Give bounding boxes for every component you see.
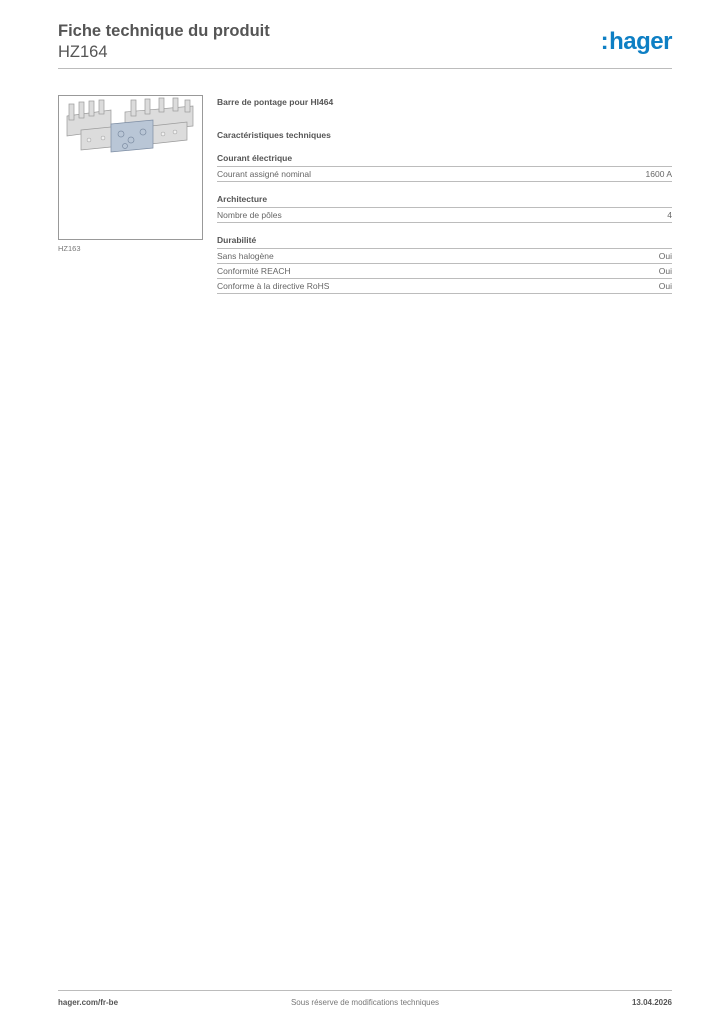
spec-value: 4 [667, 210, 672, 220]
spec-label: Conforme à la directive RoHS [217, 281, 330, 291]
spec-group-electrical [217, 153, 672, 182]
spec-value: Oui [658, 266, 672, 276]
spec-label: Courant assigné nominal [217, 169, 312, 179]
spec-group-title: Courant électrique [217, 153, 672, 167]
footer-divider [58, 990, 672, 991]
product-details [217, 96, 672, 294]
technical-characteristics-heading: Caractéristiques techniques [217, 130, 331, 140]
spec-label: Conformité REACH [217, 266, 291, 276]
logo-text: hager [609, 28, 672, 55]
footer-date: 13.04.2026 [631, 998, 672, 1007]
spec-row [217, 208, 672, 223]
page-header [58, 20, 672, 62]
spec-value: 1600 A [645, 169, 672, 179]
footer-disclaimer: Sous réserve de modifications techniques [290, 998, 440, 1007]
spec-group-architecture [217, 194, 672, 223]
product-image [58, 95, 203, 240]
busbar-connector-icon [59, 96, 202, 239]
spec-value: Oui [658, 281, 672, 291]
spec-label: Sans halogène [217, 251, 274, 261]
footer-website-link[interactable]: hager.com/fr-be [58, 998, 119, 1007]
spec-group-durability [217, 235, 672, 294]
spec-row [217, 249, 672, 264]
page-footer [58, 998, 672, 1010]
spec-value: Oui [658, 251, 672, 261]
hager-logo: :hager [600, 28, 672, 55]
header-divider [58, 68, 672, 69]
spec-row [217, 279, 672, 294]
spec-row [217, 264, 672, 279]
document-title: Fiche technique du produit [58, 22, 270, 40]
product-code: HZ164 [58, 43, 108, 61]
spec-group-title: Durabilité [217, 235, 672, 249]
image-caption: HZ163 [58, 244, 81, 253]
spec-label: Nombre de pôles [217, 210, 282, 220]
spec-row [217, 167, 672, 182]
spec-group-title: Architecture [217, 194, 672, 208]
product-description: Barre de pontage pour HI464 [217, 97, 334, 107]
